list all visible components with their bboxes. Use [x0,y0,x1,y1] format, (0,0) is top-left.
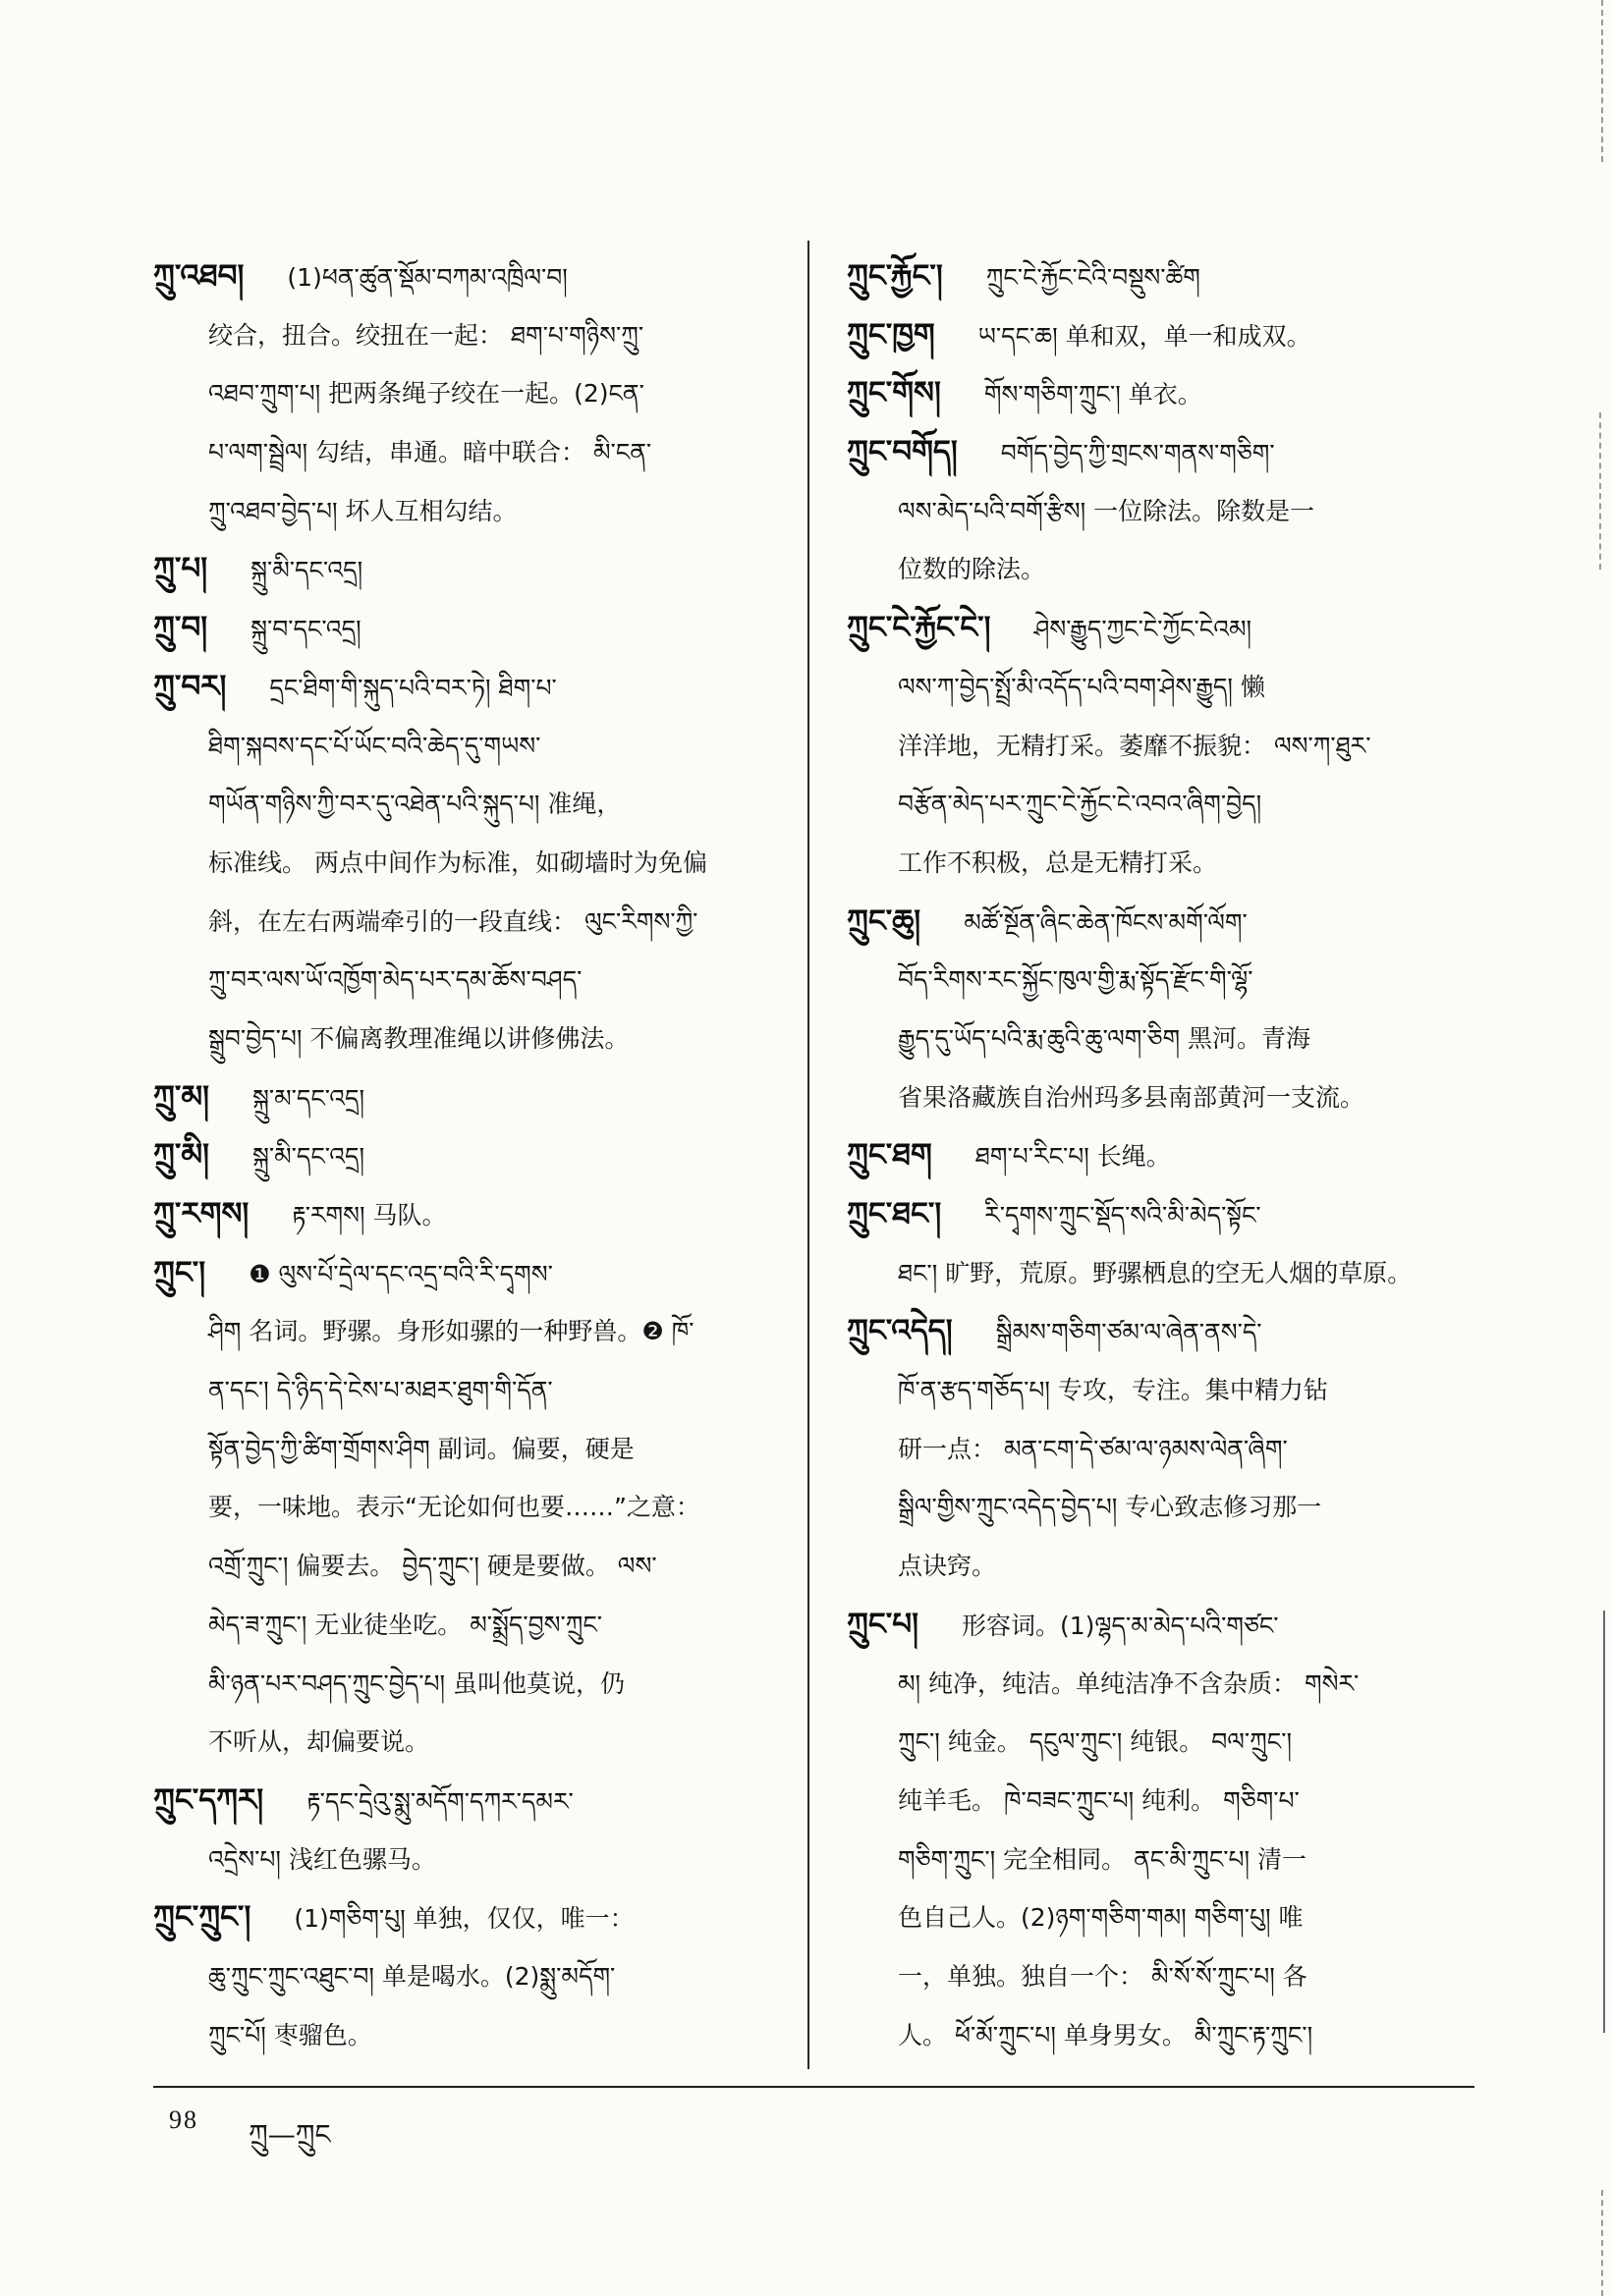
definition-line: སྒྲིལ་གྱིས་ཀྲུང་འདེད་བྱེད་པ། 专心致志修习那一 [898,1493,1322,1522]
definition-text: ཀྲུང་ངེ་རྐྱོང་ངེའི་བསྡུས་ཚིག [985,263,1200,292]
definition-text: ❶ ལུས་པོ་དྲེལ་དང་འདྲ་བའི་རི་དྭགས་ [249,1259,553,1288]
entry-first-line [847,1185,1474,1244]
definition-line: 洋洋地，无精打采。萎靡不振貌： ལས་ཀ་ཐུར་ [898,731,1371,760]
entry-first-line [153,1244,792,1303]
definition-line: མེད་ཟ་ཀྲུང་། 无业徒坐吃。 མ་སྨྲོད་བྱས་ཀྲུང་ [208,1610,603,1639]
dictionary-entry [847,364,1474,423]
entry-first-line [847,364,1474,423]
definition-line: བོད་རིགས་རང་སྐྱོང་ཁུལ་གྱི་རྨ་སྟོད་རྫོང་གི་ལྷོ་ [898,965,1253,995]
entry-first-line [847,1126,1474,1185]
definition-line: 纯羊毛。 ཁེ་བཟང་ཀྲུང་པ། 纯利。 གཅིག་པ་ [898,1785,1300,1815]
entry-first-line [153,1185,792,1244]
definition-text: དྲང་ཐིག་གི་སྐུད་པའི་བར་ཏེ། ཐིག་པ་ [269,673,557,702]
definition-text: སྐྲུ་བ་དང་འདྲ། [250,615,361,644]
dictionary-entry [153,1185,792,1244]
definition-line: 工作不积极，总是无精打采。 [898,847,1218,877]
headword: ཀྲུང་ཐང་། [847,1196,942,1231]
definition-line: 省果洛藏族自治州玛多县南部黄河一支流。 [898,1082,1365,1112]
definition-text: ཤེས་རྒྱུད་ཀྱང་ངེ་ཀྱོང་ངེའམ། [1033,615,1252,644]
definition-line: 绞合，扭合。绞扭在一起： ཐག་པ་གཉིས་ཀྲུ་ [208,320,644,350]
definition-line: 不听从，却偏要说。 [208,1727,430,1757]
entry-first-line [153,1126,792,1185]
column-divider [807,241,809,2069]
definition-line: ཁོ་ན་རྩད་གཅོད་པ། 专攻，专注。集中精力钻 [898,1376,1328,1405]
definition-line: 要，一味地。表示“无论如何也要……”之意： [208,1493,700,1522]
definition-text: (1)ཕན་ཚུན་སྡོམ་བཀམ་འཁྲིལ་བ། [287,263,568,292]
headword: ཀྲུང་ཀྲུང་། [153,1899,251,1936]
dictionary-entry [847,1126,1474,1185]
definition-text: གོས་གཅིག་ཀྲུང་། 单衣。 [983,380,1202,410]
entry-first-line [153,247,792,306]
definition-line: 人。 ཕོ་མོ་ཀྲུང་པ། 单身男女。 མི་ཀྲུང་རྟ་ཀྲུང་། [898,2020,1313,2050]
headword: ཀྲུང་གོས། [847,375,941,411]
definition-line: 点诀窍。 [898,1552,997,1581]
definition-line: 标准线。 两点中间作为标准，如砌墙时为免偏 [208,847,707,877]
definition-line: ཤིག 名词。野骡。身形如骡的一种野兽。❷ ཁོ་ [208,1317,695,1346]
dictionary-entry [847,247,1474,306]
definition-line: ལས་ཀ་བྱེད་སྤྲོ་མི་འདོད་པའི་བག་ཤེས་རྒྱུད། 懒 [898,672,1265,701]
right-column [847,247,1474,2064]
dictionary-entry [847,306,1474,365]
definition-line: པ་ལག་སྦྲེལ། 勾结，串通。暗中联合： མི་ངན་ [208,438,652,467]
definition-line: 一，单独。独自一个： མི་སོ་སོ་ཀྲུང་པ། 各 [898,1961,1307,1991]
dictionary-entry [847,893,1474,1127]
headword: ཀྲུ་འཐབ། [153,258,245,294]
headword: ཀྲུ་མ། [153,1078,209,1115]
dictionary-entry [847,423,1474,599]
dictionary-entry [153,1244,792,1772]
definition-line: འཐབ་ཀྲུག་པ། 把两条绳子绞在一起。(2)ངན་ [208,379,644,409]
dictionary-entry [847,1185,1474,1302]
scan-edge-mark [1603,1611,1605,2033]
definition-line: 斜，在左右两端牵引的一段直线： ལུང་རིགས་ཀྱི་ [208,906,698,936]
definition-text: མཚོ་སྔོན་ཞིང་ཆེན་ཁོངས་མགོ་ལོག་ [964,907,1248,937]
headword: ཀྲུང་རྐྱོང་། [847,258,943,294]
headword: ཀྲུ་རགས། [153,1196,250,1231]
headword: ཀྲུང་ཐག [847,1137,932,1174]
entry-first-line [153,1772,792,1831]
headword: ཀྲུང་དཀར། [153,1781,264,1818]
footer-rule [153,2086,1474,2088]
definition-line: སྟོན་བྱེད་ཀྱི་ཚིག་གྲོགས་ཤིག 副词。偏要，硬是 [208,1434,635,1463]
definition-line: མི་ཉན་པར་བཤད་ཀྲུང་བྱེད་པ། 虽叫他莫说，仍 [208,1668,626,1698]
definition-line: ཐང་། 旷野，荒原。野骡栖息的空无人烟的草原。 [898,1258,1413,1287]
entry-first-line [847,1302,1474,1361]
definition-text: བགོད་བྱེད་ཀྱི་གྲངས་གནས་གཅིག་ [1000,439,1275,468]
headword: ཀྲུ་བ། [153,610,208,646]
definition-text: རྟ་རགས། 马队。 [292,1201,447,1230]
definition-line: རྒྱུད་དུ་ཡོད་པའི་རྨ་ཆུའི་ཆུ་ལག་ཅིག 黑河。青海 [898,1023,1311,1053]
definition-line: 研一点： མན་ངག་དེ་ཙམ་ལ་ཉམས་ལེན་ཞིག་ [898,1434,1288,1463]
headword: ཀྲུང་ངེ་རྐྱོང་ངེ་། [847,610,991,646]
definition-line: ཀྲུང་པོ། 枣骝色。 [208,2020,372,2050]
entry-first-line [847,599,1474,658]
scan-edge-mark [1601,2190,1603,2296]
entry-first-line [847,1596,1474,1655]
dictionary-entry [153,1772,792,1888]
dictionary-entry [153,247,792,540]
scan-edge-mark [1601,0,1603,162]
page-number: 98 [169,2105,198,2134]
dictionary-entry [847,1596,1474,2065]
definition-line: ལས་མེད་པའི་བགོ་རྩིས། 一位除法。除数是一 [898,496,1315,525]
entry-first-line [847,893,1474,952]
definition-line: ན་དང་། དེ་ཉིད་དེ་ངེས་པ་མཐར་ཐུག་གི་དོན་ [208,1376,553,1405]
definition-line: ཐིག་སྐབས་དང་པོ་ཡོང་བའི་ཆེད་དུ་གཡས་ [208,731,541,760]
headword: ཀྲུང་བགོད། [847,434,958,470]
dictionary-entry [153,599,792,658]
dictionary-entry [847,1302,1474,1595]
dictionary-entry [153,1888,792,2064]
definition-line: ཀྲུ་འཐབ་བྱེད་པ། 坏人互相勾结。 [208,496,518,525]
entry-first-line [153,1888,792,1947]
entry-first-line [153,1068,792,1127]
definition-text: སྐྲུ་མི་དང་འདྲ། [250,556,363,585]
definition-line: མ། 纯净，纯洁。单纯洁净不含杂质： གསེར་ [898,1668,1360,1698]
entry-first-line [847,306,1474,365]
definition-text: (1)གཅིག་པུ། 单独，仅仅，唯一： [294,1904,635,1934]
definition-line: གཡོན་གཉིས་ཀྱི་བར་དུ་འཐེན་པའི་སྐུད་པ། 准绳， [208,790,622,819]
definition-line: འདྲེས་པ། 浅红色骡马。 [208,1844,436,1874]
definition-text: སྒྲིམས་གཅིག་ཙམ་ལ་ཞེན་ནས་དེ་ [995,1318,1262,1347]
headword: ཀྲུང་། [153,1254,206,1290]
scan-edge-mark [1599,412,1601,570]
headword: ཀྲུང་འདེད། [847,1313,953,1349]
left-column [153,247,792,2064]
headword: ཀྲུང་ཁྱག [847,316,935,353]
headword: ཀྲུང་པ། [847,1606,918,1642]
definition-text: སྐྲུ་མི་དང་འདྲ། [251,1142,365,1172]
definition-line: ཆུ་ཀྲུང་ཀྲུང་འཐུང་བ། 单是喝水。(2)སྨུ་མདོག་ [208,1961,616,1991]
entry-first-line [847,247,1474,306]
dictionary-entry [153,540,792,599]
definition-line: འགྲོ་ཀྲུང་། 偏要去。 བྱེད་ཀྲུང་། 硬是要做。 ལས་ [208,1552,657,1581]
definition-text: རི་དྭགས་ཀྲུང་སྡོད་སའི་མི་མེད་སྟོང་ [984,1201,1261,1230]
dictionary-entry [153,1126,792,1185]
headword: ཀྲུང་ཆུ། [847,902,921,939]
definition-line: ཀྲུང་། 纯金。 དངུལ་ཀྲུང་། 纯银。 བལ་ཀྲུང་། [898,1727,1292,1757]
definition-text: 形容词。(1)ལྷད་མ་མེད་པའི་གཙང་ [961,1611,1279,1640]
entry-first-line [847,423,1474,482]
definition-line: 色自己人。(2)ཉག་གཅིག་གམ། གཅིག་པུ། 唯 [898,1903,1304,1933]
headword: ཀྲུ་མི། [153,1137,209,1174]
headword: ཀྲུ་བར། [153,668,227,704]
definition-line: བརྩོན་མེད་པར་ཀྲུང་ངེ་རྐྱོང་ངེ་འབའ་ཞིག་བྱེད། [898,790,1262,819]
guide-words: ཀྲུ—ཀྲུང [249,2118,331,2151]
headword: ཀྲུ་པ། [153,551,208,587]
definition-text: ཐག་པ་རིང་པ། 长绳。 [974,1142,1171,1172]
entry-first-line [153,540,792,599]
definition-line: སྒྲུབ་བྱེད་པ། 不偏离教理准绳以讲修佛法。 [208,1023,630,1053]
definition-text: སྐྲུ་མ་དང་འདྲ། [251,1083,365,1113]
definition-line: 位数的除法。 [898,555,1046,584]
dictionary-entry [153,1068,792,1127]
entry-first-line [153,599,792,658]
definition-text: ཡ་དང་ཆ། 单和双，单一和成双。 [977,321,1311,351]
definition-text: རྟ་དང་དྲེའུ་སྨུ་མདོག་དཀར་དམར་ [306,1786,574,1816]
definition-line: གཅིག་ཀྲུང་། 完全相同。 ནང་མི་ཀྲུང་པ། 清一 [898,1844,1307,1874]
entry-first-line [153,658,792,717]
dictionary-entry [847,599,1474,892]
definition-line: ཀྲུ་བར་ལས་ཡོ་འཁྱོག་མེད་པར་དམ་ཆོས་བཤད་ [208,965,583,995]
dictionary-entry [153,658,792,1068]
